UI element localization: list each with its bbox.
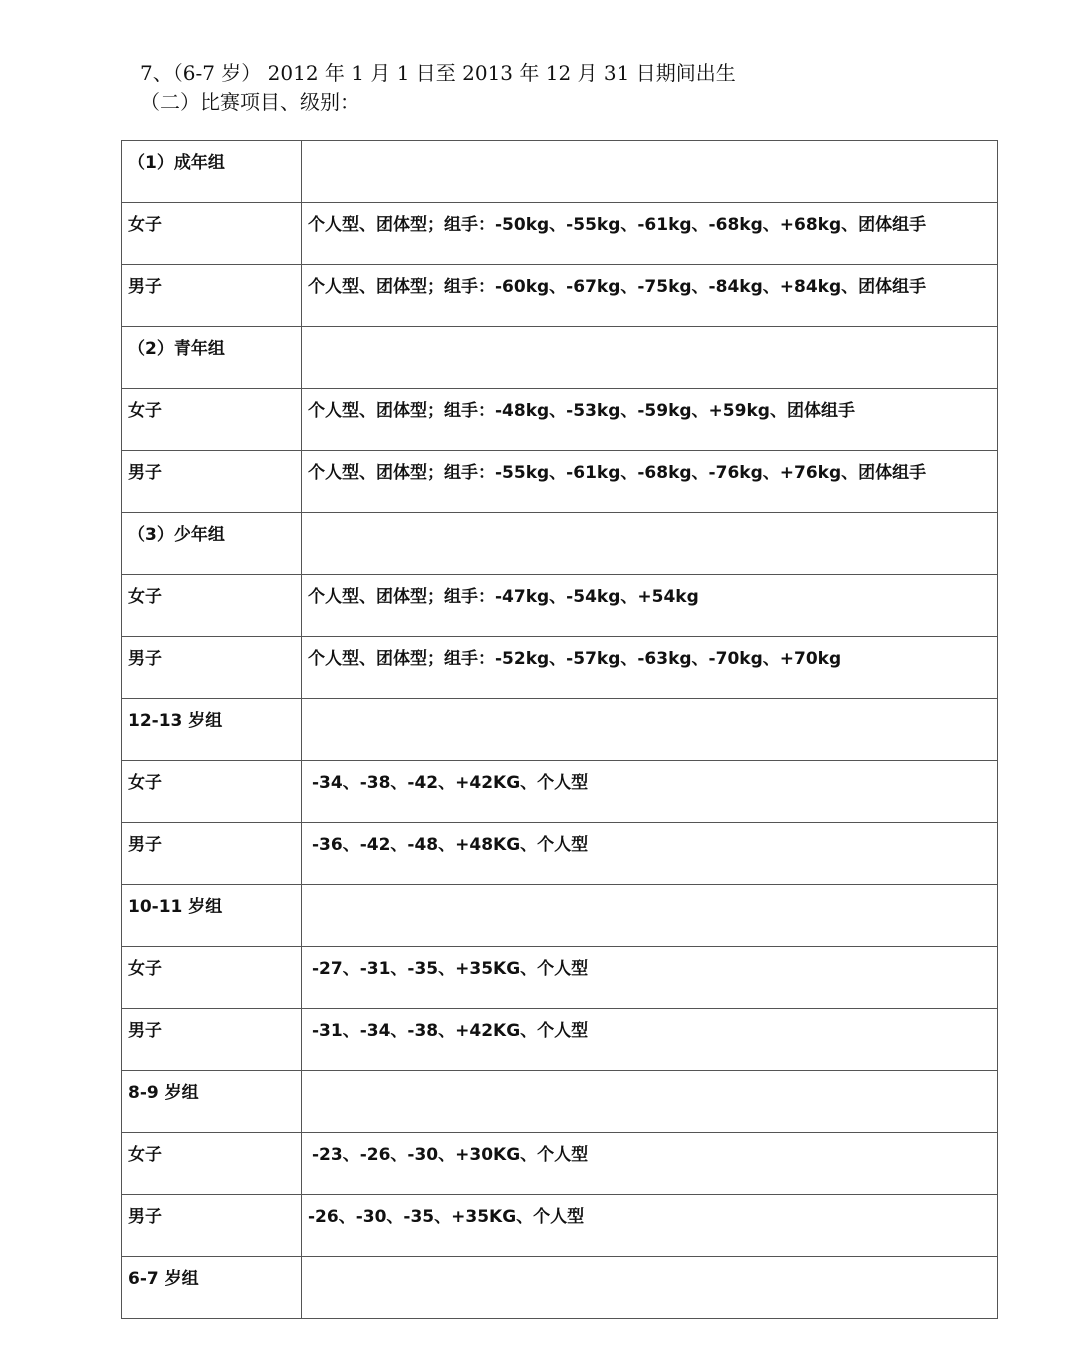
event-cell xyxy=(302,1257,998,1319)
table-row xyxy=(122,1009,998,1071)
group-label-cell: 女子 xyxy=(122,947,302,1009)
group-label-cell: 男子 xyxy=(122,823,302,885)
event-cell: 个人型、团体型；组手：-55kg、-61kg、-68kg、-76kg、+76kg、团体组手 xyxy=(302,451,998,513)
table-row xyxy=(122,327,998,389)
group-label-cell: 男子 xyxy=(122,1009,302,1071)
group-label-cell: 男子 xyxy=(122,451,302,513)
group-label-cell: 男子 xyxy=(122,1195,302,1257)
table-row xyxy=(122,1071,998,1133)
event-cell xyxy=(302,699,998,761)
event-cell: 个人型、团体型；组手：-48kg、-53kg、-59kg、+59kg、团体组手 xyxy=(302,389,998,451)
event-cell: -23、-26、-30、+30KG、个人型 xyxy=(302,1133,998,1195)
group-label-cell: （3）少年组 xyxy=(122,513,302,575)
event-cell: 个人型、团体型；组手：-50kg、-55kg、-61kg、-68kg、+68kg、团体组手 xyxy=(302,203,998,265)
table-row xyxy=(122,947,998,1009)
event-cell xyxy=(302,1071,998,1133)
event-cell xyxy=(302,885,998,947)
table-row xyxy=(122,761,998,823)
table-row xyxy=(122,513,998,575)
birth-range-line: 7、（6-7 岁） 2012 年 1 月 1 日至 2013 年 12 月 31 日期间出生 xyxy=(140,61,736,85)
table-row xyxy=(122,1133,998,1195)
section-heading: （二）比赛项目、级别： xyxy=(140,90,360,114)
event-cell: -31、-34、-38、+42KG、个人型 xyxy=(302,1009,998,1071)
event-cell: -26、-30、-35、+35KG、个人型 xyxy=(302,1195,998,1257)
group-label-cell: 女子 xyxy=(122,389,302,451)
table-row xyxy=(122,637,998,699)
group-label-cell: 女子 xyxy=(122,761,302,823)
group-label-cell: 女子 xyxy=(122,575,302,637)
table-row xyxy=(122,203,998,265)
group-label-cell: 10-11 岁组 xyxy=(122,885,302,947)
table-row xyxy=(122,885,998,947)
event-cell: 个人型、团体型；组手：-60kg、-67kg、-75kg、-84kg、+84kg、团体组手 xyxy=(302,265,998,327)
table-row xyxy=(122,699,998,761)
event-cell: 个人型、团体型；组手：-47kg、-54kg、+54kg xyxy=(302,575,998,637)
group-label-cell: （2）青年组 xyxy=(122,327,302,389)
event-cell: -27、-31、-35、+35KG、个人型 xyxy=(302,947,998,1009)
group-label-cell: （1）成年组 xyxy=(122,141,302,203)
table-row xyxy=(122,823,998,885)
event-cell: 个人型、团体型；组手：-52kg、-57kg、-63kg、-70kg、+70kg xyxy=(302,637,998,699)
table-row xyxy=(122,389,998,451)
group-label-cell: 6-7 岁组 xyxy=(122,1257,302,1319)
event-cell xyxy=(302,327,998,389)
event-cell: -34、-38、-42、+42KG、个人型 xyxy=(302,761,998,823)
group-label-cell: 男子 xyxy=(122,265,302,327)
group-label-cell: 8-9 岁组 xyxy=(122,1071,302,1133)
table-row xyxy=(122,575,998,637)
events-table xyxy=(121,140,998,1319)
event-cell xyxy=(302,513,998,575)
event-cell xyxy=(302,141,998,203)
table-row xyxy=(122,141,998,203)
group-label-cell: 12-13 岁组 xyxy=(122,699,302,761)
event-cell: -36、-42、-48、+48KG、个人型 xyxy=(302,823,998,885)
group-label-cell: 女子 xyxy=(122,1133,302,1195)
table-row xyxy=(122,1195,998,1257)
table-row xyxy=(122,1257,998,1319)
group-label-cell: 男子 xyxy=(122,637,302,699)
table-row xyxy=(122,265,998,327)
table-row xyxy=(122,451,998,513)
group-label-cell: 女子 xyxy=(122,203,302,265)
